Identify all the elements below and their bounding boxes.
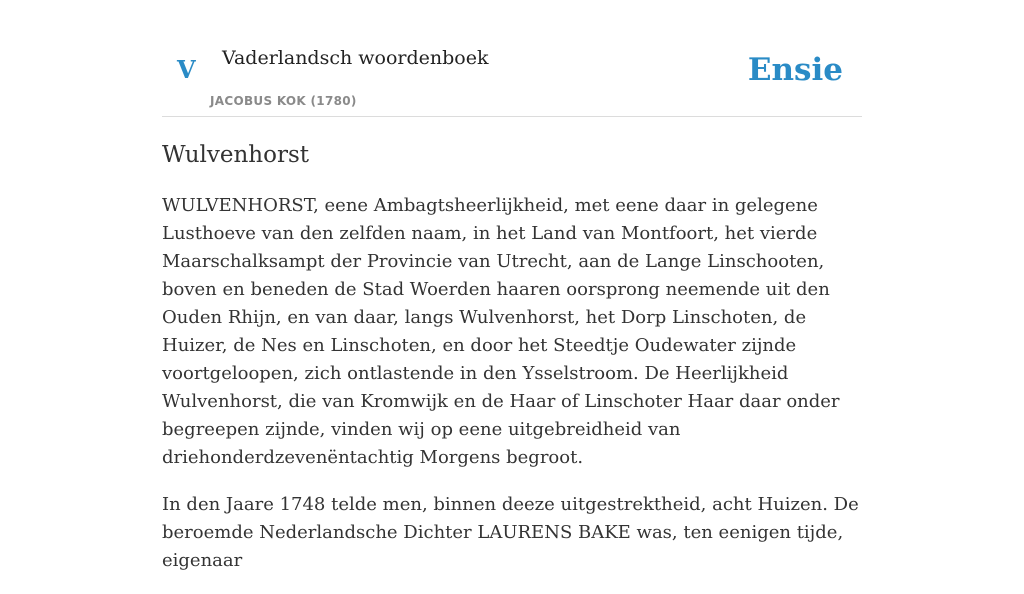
book-author: JACOBUS KOK (1780) [210, 94, 357, 108]
page-container [162, 0, 862, 571]
entry-body [162, 192, 862, 594]
book-title-link[interactable]: Vaderlandsch woordenboek [222, 47, 489, 69]
brand-logo-link[interactable]: Ensie [747, 52, 843, 88]
book-logo-letter[interactable]: V [177, 55, 196, 84]
entry-title: Wulvenhorst [162, 142, 309, 168]
entry-paragraph: In den Jaare 1748 telde men, binnen deeze uitgestrektheid, acht Huizen. De beroemde Nederlandsche Dichter LAURENS BAKE was, ten eenigen tijde, eigenaar [162, 494, 859, 571]
entry-paragraph: WULVENHORST, eene Ambagtsheerlijkheid, met eene daar in gelegene Lusthoeve van den zelfden naam, in het Land van Montfoort, het vierde Maarschalksampt der Provincie van Utrecht, aan de Lange Linschooten, boven en beneden de Stad Woerden haaren oorsprong neemende uit den Ouden Rhijn, en van daar, langs Wulvenhorst, het Dorp Linschoten, de Huizer, de Nes en Linschoten, en door het Steedtje Oudewater zijnde voortgeloopen, zich ontlastende in den Ysselstroom. De Heerlijkheid Wulvenhorst, die van Kromwijk en de Haar of Linschoter Haar daar onder begreepen zijnde, vinden wij op eene uitgebreidheid van driehonderdzevenëntachtig Morgens begroot. [162, 195, 840, 468]
book-header [162, 0, 862, 117]
